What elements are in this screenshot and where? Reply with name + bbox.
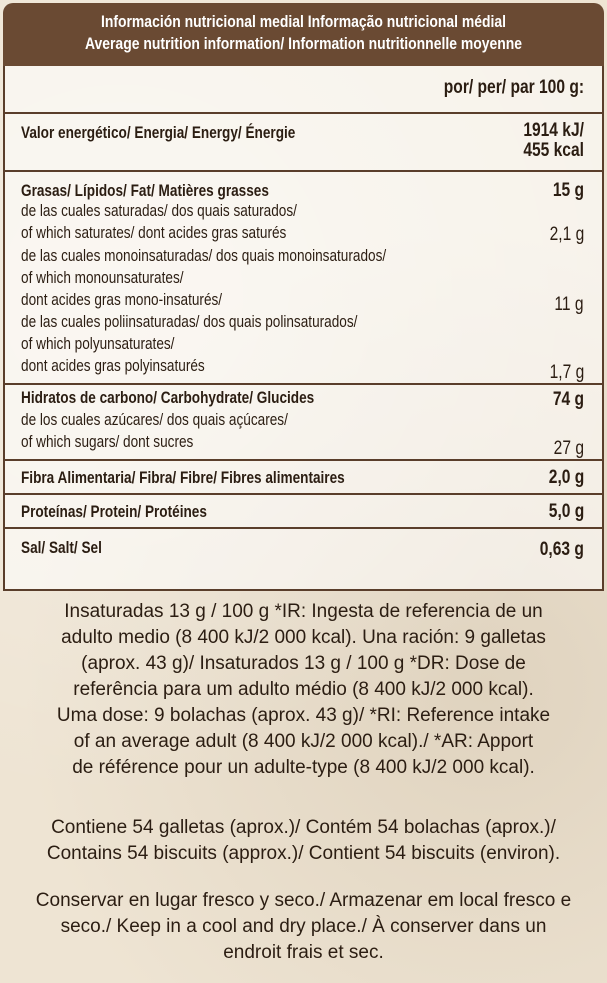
poly-label-line-1: de las cuales poliinsaturadas/ dos quais polinsaturados/ (21, 312, 358, 331)
poly-label-line-2: of which polyunsaturates/ (21, 334, 175, 353)
divider (5, 112, 602, 114)
per-100g-label: por/ per/ par 100 g: (443, 77, 584, 98)
poly-value: 1,7 g (549, 362, 584, 383)
note-line: endroit frais et sec. (223, 942, 384, 963)
note-line: Uma dose: 9 bolachas (aprox. 43 g)/ *RI: Reference intake (56, 705, 551, 726)
note-line: referência para um adulto médio (8 400 kJ/2 000 kcal). (73, 679, 534, 700)
note-line: de référence pour un adulte-type (8 400 kJ/2 000 kcal). (72, 757, 535, 778)
sugars-label-line-2: of which sugars/ dont sucres (21, 432, 194, 451)
saturates-label-line-2: of which saturates/ dont acides gras saturés (21, 223, 287, 242)
header-title-line-1: Información nutricional medial Informação nutricional médial (100, 12, 507, 31)
protein-label: Proteínas/ Protein/ Protéines (21, 502, 207, 521)
energy-label: Valor energético/ Energia/ Energy/ Énergie (21, 123, 296, 142)
saturates-label-line-1: de las cuales saturadas/ dos quais saturados/ (21, 201, 297, 220)
divider (5, 383, 602, 385)
salt-label: Sal/ Salt/ Sel (21, 538, 102, 557)
fibre-value: 2,0 g (548, 467, 584, 488)
carbs-value: 74 g (552, 389, 584, 410)
fibre-label: Fibra Alimentaria/ Fibra/ Fibre/ Fibres alimentaires (21, 468, 345, 487)
poly-label-line-3: dont acides gras polyinsaturés (21, 356, 205, 375)
mono-label-line-1: de las cuales monoinsaturadas/ dos quais monoinsaturados/ (21, 246, 387, 265)
fat-label: Grasas/ Lípidos/ Fat/ Matières grasses (21, 181, 269, 200)
divider (5, 459, 602, 461)
note-line: Contains 54 biscuits (approx.)/ Contient 54 biscuits (environ). (46, 843, 561, 864)
carbs-label: Hidratos de carbono/ Carbohydrate/ Glucides (21, 388, 315, 407)
mono-label-line-2: of which monounsaturates/ (21, 268, 184, 287)
sugars-value: 27 g (553, 438, 584, 459)
divider (5, 493, 602, 495)
salt-value: 0,63 g (539, 539, 584, 560)
storage-note (10, 888, 597, 966)
nutrition-table (3, 66, 604, 591)
mono-label-line-3: dont acides gras mono-insaturés/ (21, 290, 223, 309)
divider (5, 170, 602, 172)
note-line: adulto medio (8 400 kJ/2 000 kcal). Una ración: 9 galletas (61, 627, 546, 648)
mono-value: 11 g (554, 294, 584, 315)
note-line: seco./ Keep in a cool and dry place./ À conserver dans un (60, 916, 547, 937)
note-line: Conservar en lugar fresco y seco./ Armazenar em local fresco e (35, 890, 572, 911)
energy-value-kj: 1914 kJ/ (523, 120, 584, 141)
note-line: Insaturadas 13 g / 100 g *IR: Ingesta de referencia de un (64, 601, 543, 622)
saturates-value: 2,1 g (549, 224, 584, 245)
note-line: Contiene 54 galletas (aprox.)/ Contém 54 bolachas (aprox.)/ (51, 817, 556, 838)
protein-value: 5,0 g (548, 501, 584, 522)
contents-note (10, 815, 597, 867)
divider (5, 527, 602, 529)
header-title-line-2: Average nutrition information/ Information nutritionnelle moyenne (84, 34, 523, 53)
fat-value: 15 g (552, 180, 584, 201)
energy-value-kcal: 455 kcal (523, 140, 584, 161)
sugars-label-line-1: de los cuales azúcares/ dos quais açúcares/ (21, 410, 288, 429)
label-header (3, 3, 604, 66)
note-line: of an average adult (8 400 kJ/2 000 kcal)./ *AR: Apport (73, 731, 534, 752)
reference-intake-note (10, 599, 597, 781)
note-line: (aprox. 43 g)/ Insaturados 13 g / 100 g *DR: Dose de (81, 653, 526, 674)
